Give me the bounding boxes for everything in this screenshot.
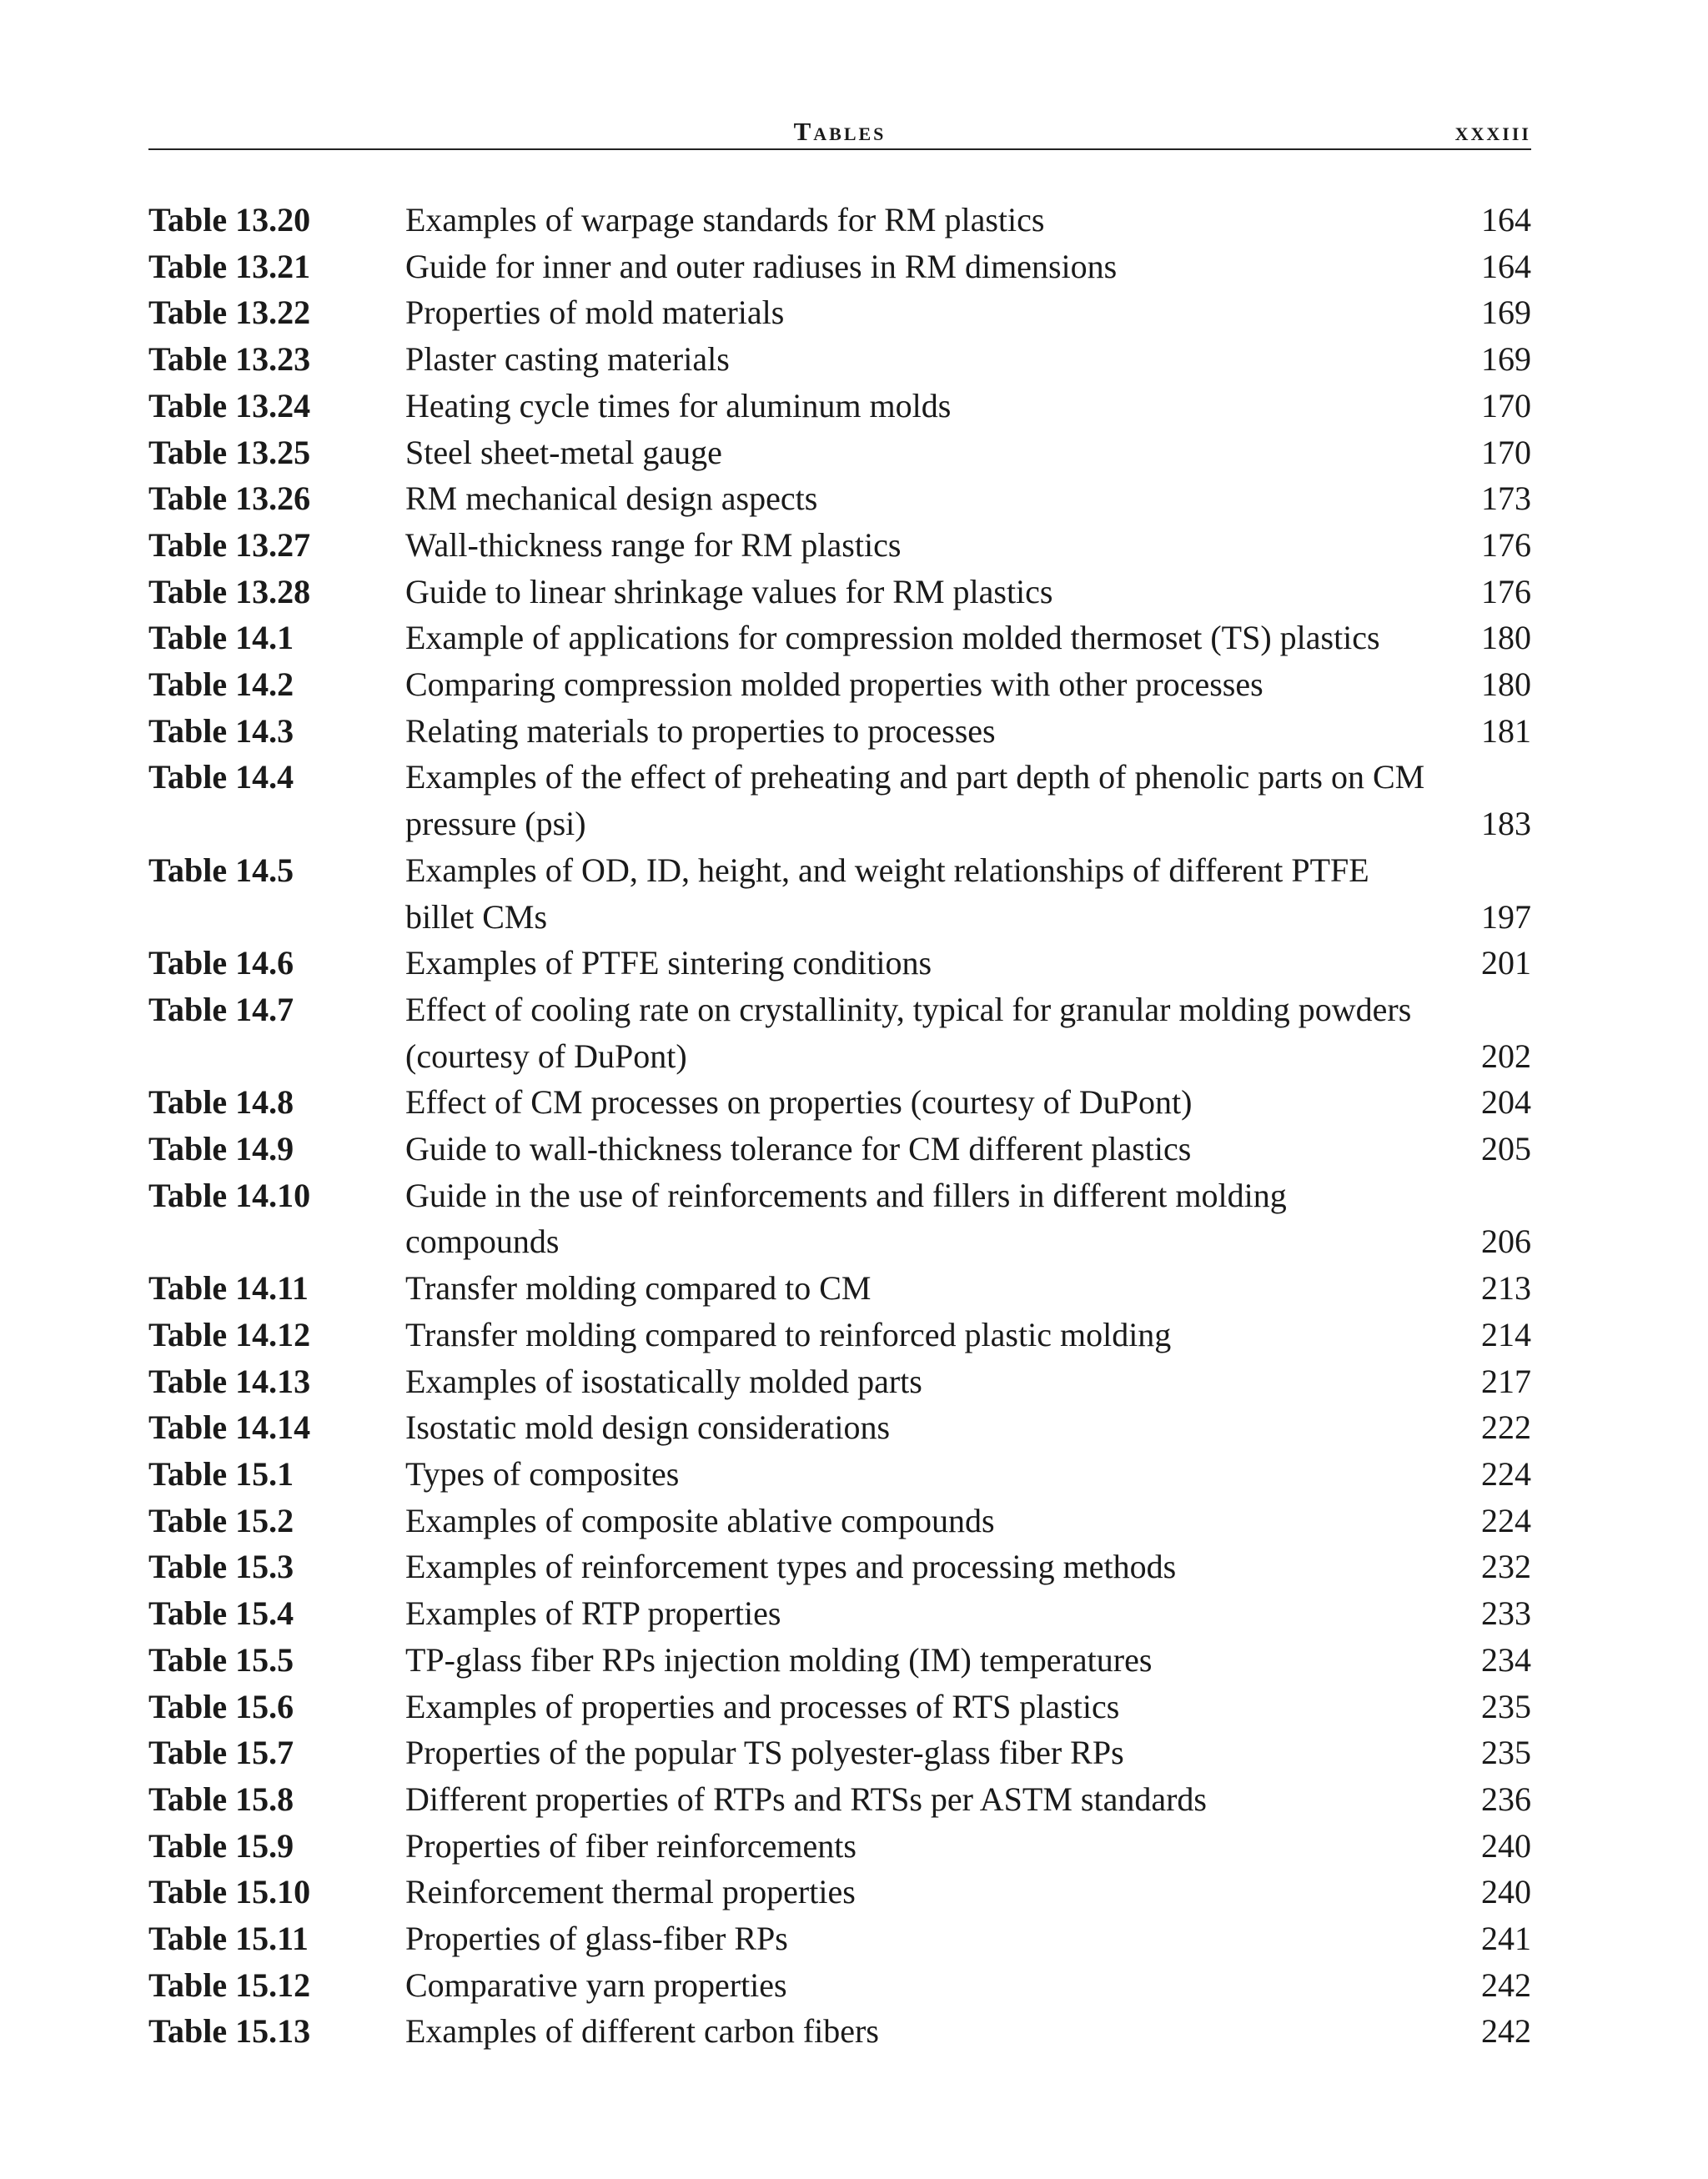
toc-entry[interactable] [148,1126,1531,1172]
toc-entry[interactable] [148,708,1531,755]
toc-entry[interactable] [148,1079,1531,1126]
page-reference: 222 [1481,1408,1531,1447]
page-reference: 204 [1481,1083,1531,1122]
toc-entry[interactable] [148,244,1531,290]
toc-entry[interactable] [148,429,1531,476]
page-reference: 235 [1481,1687,1531,1725]
table-number: Table 14.4 [148,758,294,796]
page-reference: 240 [1481,1826,1531,1865]
page-reference: 224 [1481,1501,1531,1539]
table-title: Examples of reinforcement types and processing methods [405,1548,1177,1586]
table-title: TP-glass fiber RPs injection molding (IM) temperatures [405,1640,1153,1679]
table-number: Table 13.26 [148,479,311,518]
table-title: Heating cycle times for aluminum molds [405,386,952,424]
page-reference: 183 [1481,805,1531,843]
table-title: Relating materials to properties to processes [405,711,996,750]
toc-entry[interactable] [148,522,1531,569]
table-number: Table 14.10 [148,1176,311,1214]
page-reference: 170 [1481,386,1531,424]
page-reference: 201 [1481,944,1531,982]
page-reference: 164 [1481,247,1531,285]
table-title: Plaster casting materials [405,340,730,379]
table-number: Table 14.11 [148,1269,309,1308]
table-number: Table 15.8 [148,1780,294,1818]
page-reference: 214 [1481,1315,1531,1353]
running-head-title: Tables [793,117,887,146]
table-number: Table 15.13 [148,2012,311,2051]
table-title: Isostatic mold design considerations [405,1408,891,1447]
toc-entry[interactable] [148,383,1531,429]
table-title: Example of applications for compression molded thermoset (TS) plastics [405,619,1380,657]
table-title: Different properties of RTPs and RTSs per ASTM standards [405,1780,1207,1818]
table-title: Examples of RTP properties [405,1594,781,1633]
toc-entry[interactable] [148,1498,1531,1544]
table-title: Examples of different carbon fibers [405,2012,879,2051]
table-number: Table 13.28 [148,572,311,610]
table-title: Examples of properties and processes of RTS plastics [405,1687,1120,1725]
page-reference: 205 [1481,1130,1531,1168]
toc-entry[interactable] [148,1172,1531,1265]
table-number: Table 15.12 [148,1966,311,2004]
table-number: Table 15.9 [148,1826,294,1865]
table-title: Wall-thickness range for RM plastics [405,525,902,564]
page-reference: 234 [1481,1640,1531,1679]
table-number: Table 15.11 [148,1920,309,1958]
toc-entry[interactable] [148,1358,1531,1405]
table-title: Guide to linear shrinkage values for RM plastics [405,572,1053,610]
table-number: Table 15.6 [148,1687,294,1725]
page-reference: 224 [1481,1454,1531,1493]
table-number: Table 14.1 [148,619,294,657]
table-title: Types of composites [405,1454,680,1493]
page-reference: 181 [1481,711,1531,750]
page-reference: 169 [1481,340,1531,379]
page-reference: 232 [1481,1548,1531,1586]
toc-entry[interactable] [148,1404,1531,1451]
table-number: Table 15.10 [148,1873,311,1911]
table-title: Comparing compression molded properties with other processes [405,665,1263,704]
page-reference: 241 [1481,1920,1531,1958]
table-title: Examples of isostatically molded parts [405,1362,922,1400]
toc-entry[interactable] [148,2008,1531,2055]
page-reference: 180 [1481,665,1531,704]
list-of-tables [148,197,1531,2055]
table-number: Table 15.1 [148,1454,294,1493]
toc-entry[interactable] [148,569,1531,615]
toc-entry[interactable] [148,1265,1531,1312]
table-title: Examples of composite ablative compounds [405,1501,995,1539]
page-reference: 202 [1481,1037,1531,1075]
table-number: Table 14.12 [148,1315,311,1353]
table-number: Table 13.23 [148,340,311,379]
toc-entry[interactable] [148,1823,1531,1870]
page-reference: 169 [1481,294,1531,332]
table-number: Table 14.7 [148,990,294,1028]
toc-entry[interactable] [148,1869,1531,1915]
page-reference: 236 [1481,1780,1531,1818]
toc-entry[interactable] [148,289,1531,336]
page-reference: 173 [1481,479,1531,518]
page-reference: 176 [1481,572,1531,610]
table-number: Table 14.2 [148,665,294,704]
table-title: Effect of cooling rate on crystallinity, typical for granular molding powders (courtesy of DuPont) [405,990,1412,1075]
table-title: Guide to wall-thickness tolerance for CM different plastics [405,1130,1192,1168]
table-title: Examples of warpage standards for RM plastics [405,201,1045,238]
table-title: RM mechanical design aspects [405,479,818,518]
table-title: Effect of CM processes on properties (courtesy of DuPont) [405,1083,1193,1122]
table-number: Table 15.2 [148,1501,294,1539]
table-number: Table 15.4 [148,1594,294,1633]
page-reference: 197 [1481,897,1531,936]
toc-entry[interactable] [148,197,1531,244]
toc-entry[interactable] [148,754,1531,846]
toc-entry[interactable] [148,1590,1531,1637]
running-head [148,113,1531,150]
table-title: Properties of the popular TS polyester-glass fiber RPs [405,1734,1124,1772]
page-reference: 242 [1481,1966,1531,2004]
table-number: Table 14.5 [148,851,294,889]
table-number: Table 13.22 [148,294,311,332]
table-title: Steel sheet-metal gauge [405,433,722,471]
page-reference: 240 [1481,1873,1531,1911]
table-title: Properties of fiber reinforcements [405,1826,857,1865]
toc-entry[interactable] [148,1451,1531,1498]
toc-entry[interactable] [148,661,1531,708]
table-number: Table 15.7 [148,1734,294,1772]
table-number: Table 13.25 [148,433,311,471]
page-reference: 213 [1481,1269,1531,1308]
toc-entry[interactable] [148,1962,1531,2009]
toc-entry[interactable] [148,1544,1531,1590]
table-title: Examples of OD, ID, height, and weight relationships of different PTFE billet CMs [405,851,1369,936]
page-number: xxxiii [1454,117,1531,146]
toc-entry[interactable] [148,336,1531,383]
table-number: Table 14.8 [148,1083,294,1122]
toc-entry[interactable] [148,847,1531,940]
table-number: Table 14.13 [148,1362,311,1400]
table-number: Table 13.21 [148,247,311,285]
page-reference: 242 [1481,2012,1531,2051]
table-title: Reinforcement thermal properties [405,1873,856,1911]
toc-entry[interactable] [148,1776,1531,1823]
page-reference: 235 [1481,1734,1531,1772]
table-number: Table 14.14 [148,1408,311,1447]
page-reference: 217 [1481,1362,1531,1400]
toc-entry[interactable] [148,987,1531,1079]
table-number: Table 14.9 [148,1130,294,1168]
toc-entry[interactable] [148,940,1531,987]
toc-entry[interactable] [148,475,1531,522]
table-title: Guide for inner and outer radiuses in RM dimensions [405,247,1118,285]
table-number: Table 13.27 [148,525,311,564]
table-title: Comparative yarn properties [405,1966,787,2004]
table-title: Properties of glass-fiber RPs [405,1920,788,1958]
table-title: Transfer molding compared to reinforced plastic molding [405,1315,1172,1353]
table-number: Table 13.20 [148,201,311,238]
toc-entry[interactable] [148,1684,1531,1730]
table-title: Examples of PTFE sintering conditions [405,944,932,982]
toc-entry[interactable] [148,615,1531,661]
toc-entry[interactable] [148,1637,1531,1684]
table-number: Table 15.3 [148,1548,294,1586]
table-title: Examples of the effect of preheating and part depth of phenolic parts on CM pressure (psi) [405,758,1425,843]
page-reference: 180 [1481,619,1531,657]
table-number: Table 14.3 [148,711,294,750]
page-reference: 164 [1481,201,1531,238]
toc-entry[interactable] [148,1915,1531,1962]
table-title: Guide in the use of reinforcements and fillers in different molding compounds [405,1176,1287,1261]
page-reference: 233 [1481,1594,1531,1633]
page-reference: 206 [1481,1223,1531,1261]
toc-entry[interactable] [148,1730,1531,1776]
table-title: Properties of mold materials [405,294,785,332]
table-number: Table 14.6 [148,944,294,982]
page-reference: 176 [1481,525,1531,564]
table-title: Transfer molding compared to CM [405,1269,872,1308]
table-number: Table 13.24 [148,386,311,424]
toc-entry[interactable] [148,1312,1531,1358]
table-number: Table 15.5 [148,1640,294,1679]
page-reference: 170 [1481,433,1531,471]
